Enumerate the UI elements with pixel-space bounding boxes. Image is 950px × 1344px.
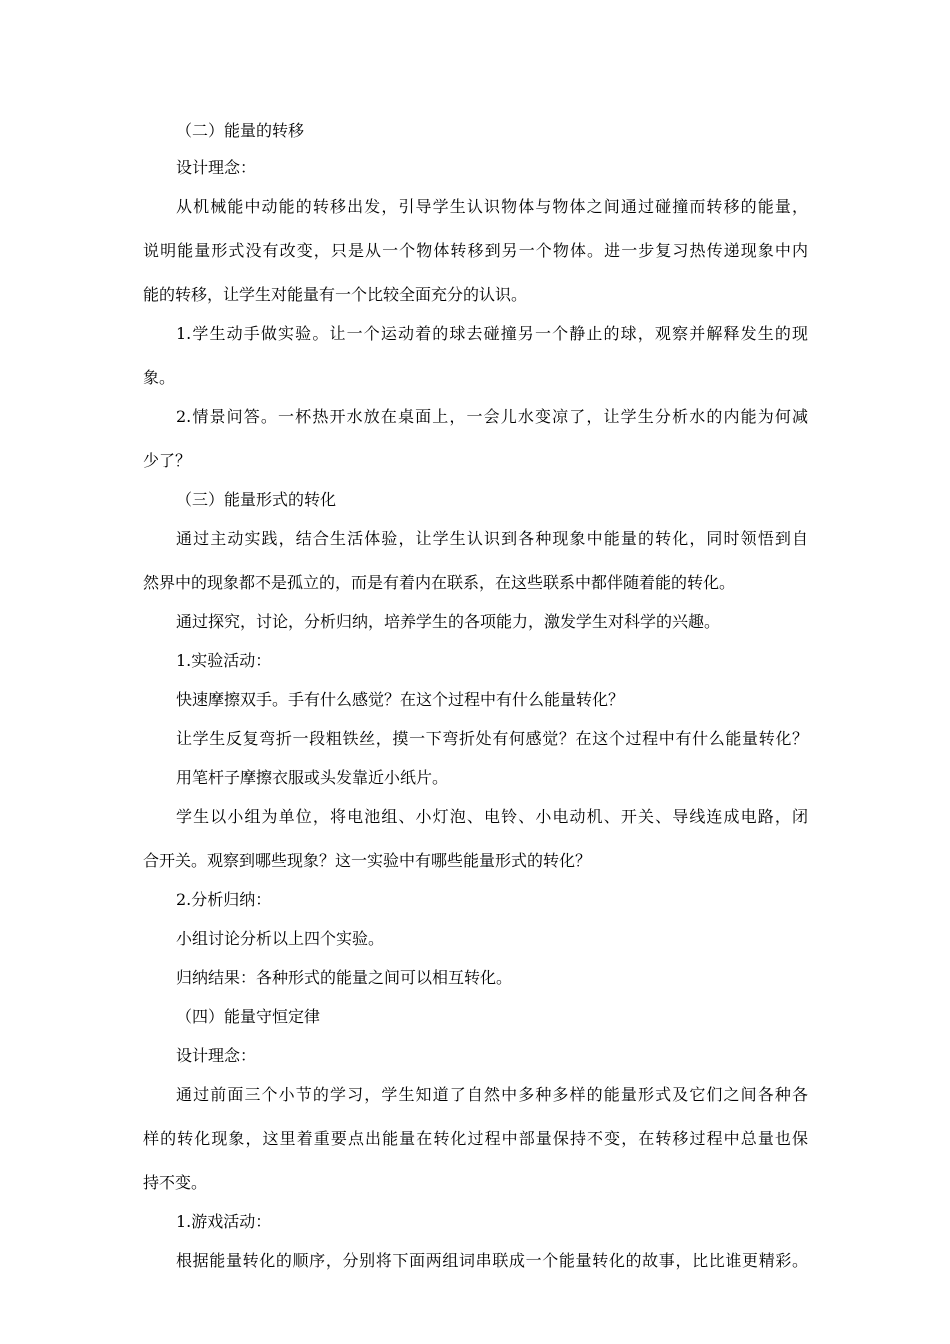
paragraph-line: 合开关。观察到哪些现象？这一实验中有哪些能量形式的转化？	[143, 851, 592, 870]
paragraph-line: 然界中的现象都不是孤立的，而是有着内在联系，在这些联系中都伴随着能的转化。	[143, 573, 736, 592]
section-heading-energy-transfer: （二）能量的转移	[176, 121, 305, 140]
paragraph-line: 少了？	[143, 451, 192, 470]
list-heading: 1.实验活动：	[176, 651, 272, 670]
paragraph-line: 样的转化现象，这里着重要点出能量在转化过程中部量保持不变，在转移过程中总量也保	[143, 1129, 808, 1148]
paragraph-line: 学生以小组为单位，将电池组、小灯泡、电铃、小电动机、开关、导线连成电路，闭	[176, 807, 808, 826]
paragraph-line: 让学生反复弯折一段粗铁丝，摸一下弯折处有何感觉？在这个过程中有什么能量转化？	[176, 729, 808, 748]
section-heading-energy-conservation: （四）能量守恒定律	[176, 1007, 321, 1026]
paragraph-line: 从机械能中动能的转移出发，引导学生认识物体与物体之间通过碰撞而转移的能量，	[176, 197, 808, 216]
paragraph-line: 通过前面三个小节的学习，学生知道了自然中多种多样的能量形式及它们之间各种各	[176, 1085, 808, 1104]
paragraph-line: 通过主动实践，结合生活体验，让学生认识到各种现象中能量的转化，同时领悟到自	[176, 529, 808, 548]
paragraph-line: 小组讨论分析以上四个实验。	[176, 929, 385, 948]
paragraph-line: 持不变。	[143, 1173, 208, 1192]
paragraph-line: 象。	[143, 368, 176, 387]
paragraph-line: 通过探究，讨论，分析归纳，培养学生的各项能力，激发学生对科学的兴趣。	[176, 612, 721, 631]
design-concept-label: 设计理念：	[176, 158, 257, 177]
paragraph-line: 用笔杆子摩擦衣服或头发靠近小纸片。	[176, 768, 449, 787]
document-body	[143, 117, 808, 1275]
paragraph-line: 2.情景问答。一杯热开水放在桌面上，一会儿水变凉了，让学生分析水的内能为何减	[176, 407, 808, 426]
paragraph-line: 1.学生动手做实验。让一个运动着的球去碰撞另一个静止的球，观察并解释发生的现	[176, 324, 808, 343]
paragraph-line: 能的转移，让学生对能量有一个比较全面充分的认识。	[143, 285, 528, 304]
list-heading: 1.游戏活动：	[176, 1212, 272, 1231]
paragraph-line: 根据能量转化的顺序，分别将下面两组词串联成一个能量转化的故事，比比谁更精彩。	[176, 1251, 808, 1270]
paragraph-line: 说明能量形式没有改变，只是从一个物体转移到另一个物体。进一步复习热传递现象中内	[143, 241, 808, 260]
list-heading: 2.分析归纳：	[176, 890, 272, 909]
paragraph-line: 归纳结果：各种形式的能量之间可以相互转化。	[176, 968, 513, 987]
section-heading-energy-conversion: （三）能量形式的转化	[176, 490, 337, 509]
design-concept-label: 设计理念：	[176, 1046, 257, 1065]
paragraph-line: 快速摩擦双手。手有什么感觉？在这个过程中有什么能量转化？	[176, 690, 625, 709]
